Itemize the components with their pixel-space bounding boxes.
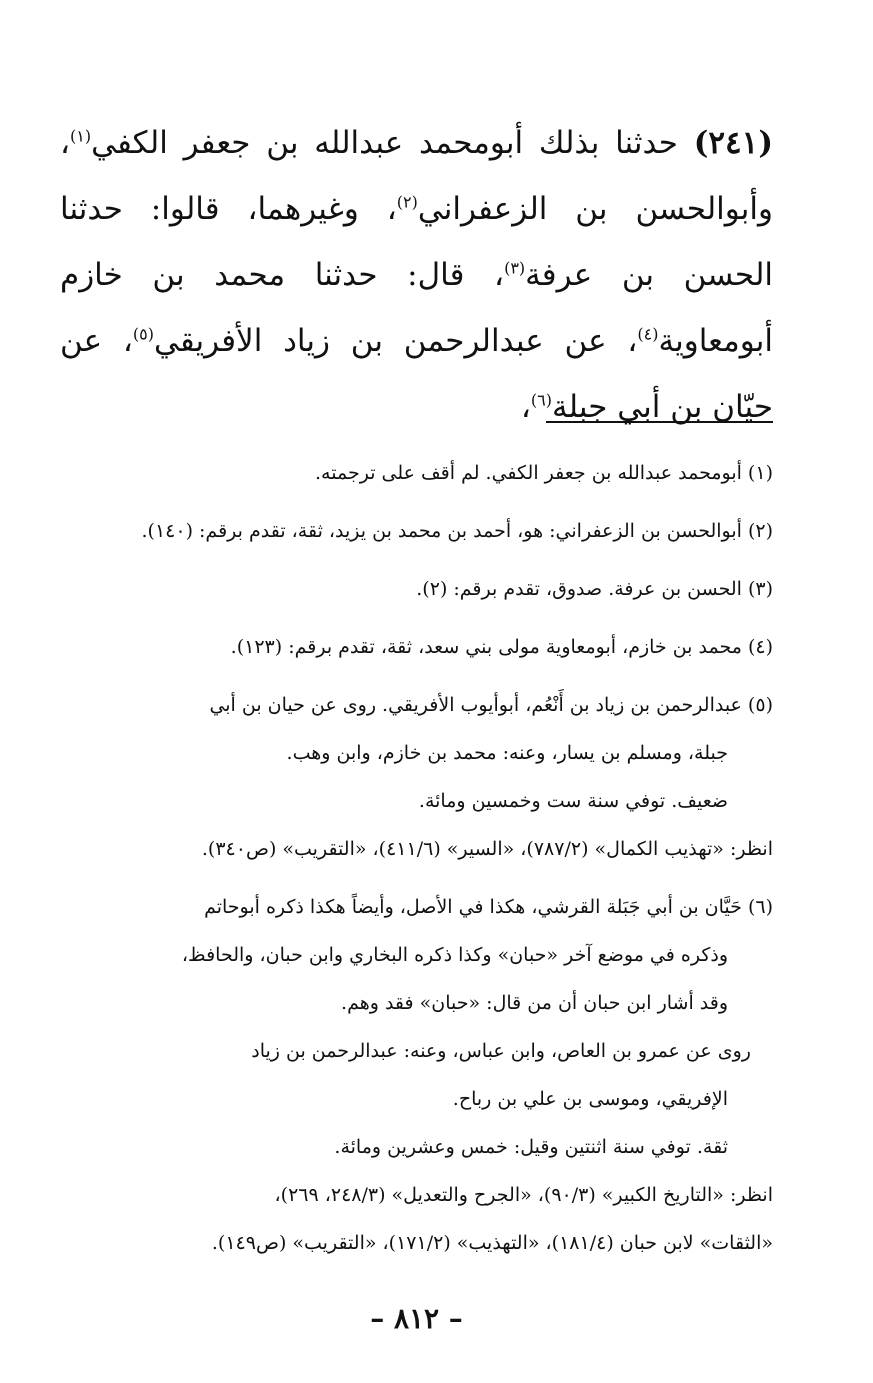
- footnote-line: ثقة. توفي سنة اثنتين وقيل: خمس وعشرين ومائة.: [334, 1136, 728, 1158]
- footnote-ref[interactable]: (٤): [637, 324, 659, 344]
- footnote-line: وذكره في موضع آخر «حبان» وكذا ذكره البخاري وابن حبان، والحافظ،: [181, 944, 728, 966]
- footnote-line: جبلة، ومسلم بن يسار، وعنه: محمد بن خازم، وابن وهب.: [286, 742, 728, 764]
- footnote-line: (٢) أبوالحسن بن الزعفراني: هو، أحمد بن محمد بن يزيد، ثقة، تقدم برقم: (١٤٠).: [141, 520, 773, 542]
- footnote-line: (٦) حَيَّان بن أبي جَبَلة القرشي، هكذا في الأصل، وأيضاً هكذا ذكره أبوحاتم: [204, 896, 773, 918]
- hadith-number: ٢٤١: [708, 125, 759, 161]
- hadith-segment: ، عن حيّان بن أبي جبلة: [60, 323, 773, 425]
- footnote-4: [60, 623, 773, 671]
- footnote-ref[interactable]: (٢): [396, 192, 418, 212]
- footnote-2: [60, 507, 773, 555]
- footnote-line: (٤) محمد بن خازم، أبومعاوية مولى بني سعد، ثقة، تقدم برقم: (١٢٣).: [230, 636, 773, 658]
- footnote-6: [60, 883, 773, 1267]
- footnote-5: [60, 681, 773, 873]
- footnote-line: (٥) عبدالرحمن بن زياد بن أَنْعُم، أبوأيوب الأفريقي. روى عن حيان بن أبي: [209, 694, 773, 716]
- hadith-text: [60, 110, 773, 440]
- footnotes-list: [60, 449, 773, 1277]
- footnote-separator: [546, 421, 773, 423]
- footnote-ref[interactable]: (١): [70, 126, 92, 146]
- footnote-line: روى عن عمرو بن العاص، وابن عباس، وعنه: عبدالرحمن بن زياد: [251, 1040, 751, 1062]
- hadith-number-open: (: [758, 125, 773, 161]
- hadith-segment: ،: [520, 389, 531, 425]
- hadith-segment: ، قال: حدثنا محمد بن خازم أبومعاوية: [60, 257, 773, 359]
- hadith-segment: حدثنا بذلك أبومحمد عبدالله بن جعفر الكفي: [91, 125, 694, 161]
- page-number: – ٨١٢ –: [370, 1302, 463, 1335]
- footnote-line: وقد أشار ابن حبان أن من قال: «حبان» فقد وهم.: [341, 992, 728, 1014]
- footnote-3: [60, 565, 773, 613]
- hadith-segment: ، وأبوالحسن بن الزعفراني: [60, 125, 773, 227]
- footnote-sources: انظر: «تهذيب الكمال» (٧٨٧/٢)، «السير» (٤١١/٦)، «التقريب» (ص٣٤٠).: [201, 838, 773, 860]
- hadith-segment: ، عن عبدالرحمن بن زياد الأفريقي: [153, 323, 638, 359]
- hadith-number-close: ): [693, 125, 709, 161]
- footnote-ref[interactable]: (٦): [530, 390, 552, 410]
- document-page: [60, 0, 773, 1383]
- footnote-line: (٣) الحسن بن عرفة. صدوق، تقدم برقم: (٢).: [416, 578, 773, 600]
- footnote-1: [60, 449, 773, 497]
- hadith-segment: ، وغيرهما، قالوا: حدثنا الحسن بن عرفة: [60, 191, 774, 293]
- footnote-ref[interactable]: (٣): [504, 258, 526, 278]
- footnote-sources: انظر: «التاريخ الكبير» (٩٠/٣)، «الجرح والتعديل» (٢٤٨/٣، ٢٦٩)،: [274, 1184, 773, 1206]
- footnote-line: الإفريقي، وموسى بن علي بن رباح.: [452, 1088, 728, 1110]
- footnote-line: (١) أبومحمد عبدالله بن جعفر الكفي. لم أقف على ترجمته.: [315, 462, 773, 484]
- footnote-ref[interactable]: (٥): [132, 324, 154, 344]
- footnote-line: ضعيف. توفي سنة ست وخمسين ومائة.: [418, 790, 728, 812]
- footnote-sources: «الثقات» لابن حبان (١٨١/٤)، «التهذيب» (١٧١/٢)، «التقريب» (ص١٤٩).: [211, 1232, 773, 1254]
